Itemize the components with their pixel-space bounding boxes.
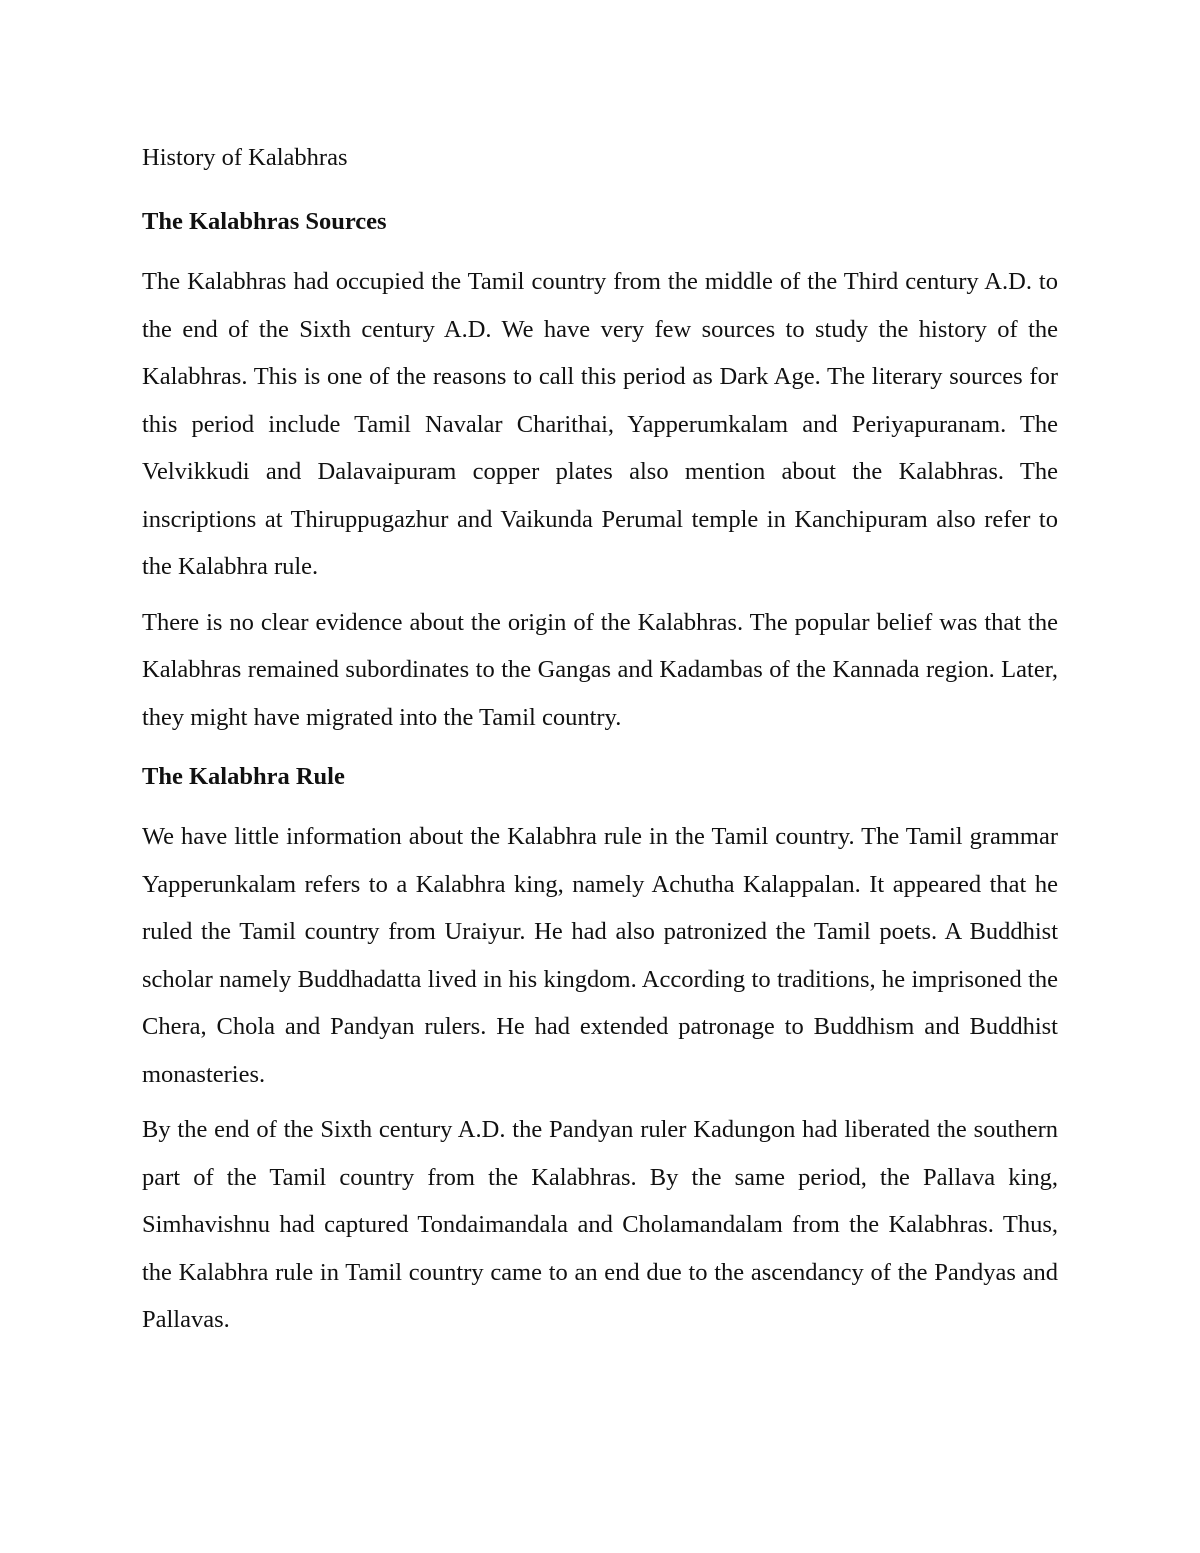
section-heading: The Kalabhras Sources — [142, 208, 387, 235]
paragraph: By the end of the Sixth century A.D. the Pandyan ruler Kadungon had liberated the southern part of the Tamil country from the Kalabhras. By the same period, the Pallava king, Simhavishnu had captured Tondaimandala and Cholamandalam from the Kalabhras. Thus, the Kalabhra rule in Tamil country came to an end due to the ascendancy of the Pandyas and Pallavas. — [142, 1116, 1058, 1333]
document-page — [142, 130, 1058, 1344]
section-kalabhras-sources — [142, 194, 1058, 741]
paragraph: We have little information about the Kalabhra rule in the Tamil country. The Tamil grammar Yapperunkalam refers to a Kalabhra king, namely Achutha Kalappalan. It appeared that he ruled the Tamil country from Uraiyur. He had also patronized the Tamil poets. A Buddhist scholar namely Buddhadatta lived in his kingdom. According to traditions, he imprisoned the Chera, Chola and Pandyan rulers. He had extended patronage to Buddhism and Buddhist monasteries. — [142, 823, 1058, 1088]
document-title: History of Kalabhras — [142, 144, 348, 171]
paragraph: There is no clear evidence about the origin of the Kalabhras. The popular belief was that the Kalabhras remained subordinates to the Gangas and Kadambas of the Kannada region. Later, they might have migrated into the Tamil country. — [142, 608, 1058, 731]
section-heading: The Kalabhra Rule — [142, 763, 345, 790]
section-kalabhra-rule — [142, 749, 1058, 1344]
paragraph: The Kalabhras had occupied the Tamil country from the middle of the Third century A.D. to the end of the Sixth century A.D. We have very few sources to study the history of the Kalabhras. This is one of the reasons to call this period as Dark Age. The literary sources for this period include Tamil Navalar Charithai, Yapperumkalam and Periyapuranam. The Velvikkudi and Dalavaipuram copper plates also mention about the Kalabhras. The inscriptions at Thiruppugazhur and Vaikunda Perumal temple in Kanchipuram also refer to the Kalabhra rule. — [142, 268, 1058, 580]
